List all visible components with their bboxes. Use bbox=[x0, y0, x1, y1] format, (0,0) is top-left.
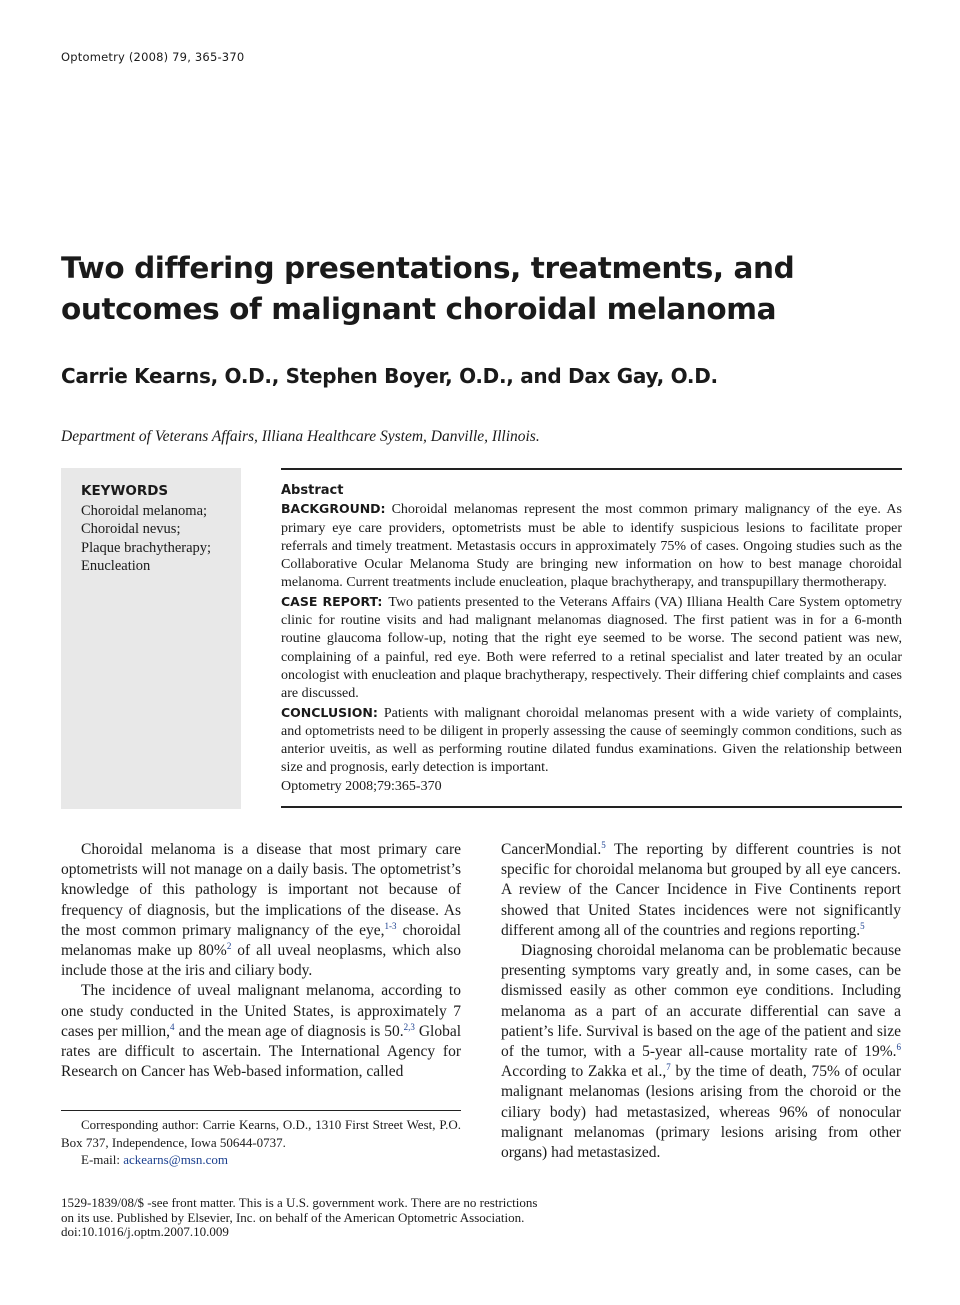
text-run: The reporting by different countries is not specific for choroidal melanoma but grouped by all eye cancers. A review of the Cancer Incidence in Five Continents report showed that United States incidences were not significantly different among all of the countries and regions reporting. bbox=[501, 841, 901, 939]
body-paragraph bbox=[61, 981, 461, 1082]
text-run: of all uveal neoplasms, which also include those at the iris and ciliary body. bbox=[61, 942, 461, 980]
conclusion-text: Patients with malignant choroidal melanomas present with a wide variety of complaints, and optometrists need to be diligent in properly assessing the cause of seemingly common conditions, such as anterior uveitis, as well as performing routine dilated fundus examinations. Given the relationship between size and prognosis, early detection is important. bbox=[281, 705, 902, 776]
text-run: choroidal melanomas make up 80% bbox=[61, 921, 461, 960]
abstract-citation: Optometry 2008;79:365-370 bbox=[281, 778, 442, 794]
abstract-top-rule bbox=[281, 468, 902, 470]
text-run: Diagnosing choroidal melanoma can be problematic because presenting symptoms vary greatly and, in some cases, can be dismissed easily as other common eye conditions. Including melanoma as a part of an accurate differential can save a patient’s life. Survival is based on the age of the patient and size of the tumor, with a 5-year all-cause mortality rate of 19%. bbox=[501, 942, 901, 1061]
corresponding-author: Corresponding author: Carrie Kearns, O.D., 1310 First Street West, P.O. Box 737, Independence, Iowa 50644-0737. bbox=[61, 1117, 461, 1150]
reference-link[interactable]: 7 bbox=[666, 1062, 671, 1073]
keywords-list bbox=[81, 502, 211, 575]
email-link[interactable]: ackearns@msn.com bbox=[123, 1152, 228, 1167]
text-run: and the mean age of diagnosis is 50. bbox=[174, 1022, 404, 1040]
corresponding-footnote bbox=[61, 1116, 461, 1169]
email-label: E-mail: bbox=[81, 1152, 124, 1167]
conclusion-label: CONCLUSION: bbox=[281, 704, 378, 720]
copyright-line: 1529-1839/08/$ -see front matter. This is a U.S. government work. There are no restrictions bbox=[61, 1195, 538, 1210]
keyword-item: Plaque brachytherapy; bbox=[81, 539, 212, 556]
text-run: by the time of death, 75% of ocular malignant melanomas (lesions arising from the choroid or the ciliary body) had metastasized, whereas 96% of nonocular malignant melanomas (primary lesions arising from other organs) had metastasized. bbox=[501, 1063, 902, 1162]
reference-link[interactable]: 5 bbox=[860, 920, 865, 931]
background-text: Choroidal melanomas represent the most common primary malignancy of the eye. As primary eye care providers, optometrists must be able to identify suspicious lesions to facilitate proper referrals and timely treatment. Metastasis occurs in approximately 75% of cases. Ongoing studies such as the Collaborative Ocular Melanoma Study are bringing new information on how to best manage choroidal melanoma. Current treatments include enucleation, plaque brachytherapy, and transpupillary thermotherapy. bbox=[281, 502, 902, 591]
doi: doi:10.1016/j.optm.2007.10.009 bbox=[61, 1224, 229, 1239]
article-title: Two differing presentations, treatments, and outcomes of malignant choroidal melanoma bbox=[61, 251, 795, 326]
abstract-heading: Abstract bbox=[281, 483, 344, 498]
body-paragraph bbox=[501, 840, 901, 941]
text-run: According to Zakka et al., bbox=[501, 1063, 667, 1081]
reference-link[interactable]: 4 bbox=[170, 1021, 175, 1032]
abstract bbox=[281, 482, 902, 796]
copyright-line: on its use. Published by Elsevier, Inc. on behalf of the American Optometric Association. bbox=[61, 1209, 525, 1225]
case-report-label: CASE REPORT: bbox=[281, 593, 383, 609]
abstract-conclusion bbox=[281, 704, 902, 778]
keyword-item: Choroidal melanoma; bbox=[81, 503, 208, 519]
reference-link[interactable]: 5 bbox=[601, 839, 606, 850]
background-label: BACKGROUND: bbox=[281, 501, 386, 517]
affiliation: Department of Veterans Affairs, Illiana Healthcare System, Danville, Illinois. bbox=[61, 428, 540, 445]
body-column-left bbox=[61, 840, 461, 1082]
text-run: Choroidal melanoma is a disease that most primary care optometrists will not manage on a daily basis. The optometrist’s knowledge of this pathology is important not because of frequency of diagnosis, but the implications of the disease. As the most common primary malignancy of the eye, bbox=[61, 841, 461, 939]
case-report-text: Two patients presented to the Veterans Affairs (VA) Illiana Health Care System optometry clinic for routine visits and had malignant melanomas diagnosed. The first patient was in for a 6-month routine glaucoma follow-up, noting that the right eye seemed to be worse. The second patient was new, complaining of a painful, red eye. Both were referred to a retinal specialist and later treated by an ocular oncologist with enucleation and plaque brachytherapy, respectively. Their differing chief complaints and cases are discussed. bbox=[281, 594, 902, 702]
email-line bbox=[61, 1151, 461, 1169]
abstract-background bbox=[281, 500, 902, 592]
reference-link[interactable]: 2 bbox=[226, 940, 232, 951]
author-list: Carrie Kearns, O.D., Stephen Boyer, O.D., and Dax Gay, O.D. bbox=[61, 364, 718, 388]
reference-link[interactable]: 6 bbox=[896, 1041, 901, 1052]
keywords-box bbox=[61, 468, 241, 809]
reference-link[interactable]: 2,3 bbox=[403, 1021, 415, 1032]
copyright-note bbox=[61, 1196, 581, 1240]
keyword-item: Choroidal nevus; bbox=[81, 521, 181, 538]
body-paragraph bbox=[501, 941, 901, 1163]
text-run: The incidence of uveal malignant melanoma, according to one study conducted in the United States, is approximately 7 cases per million, bbox=[61, 982, 461, 1040]
text-run: Global rates are difficult to ascertain. The International Agency for Research on Cancer has Web-based information, called bbox=[61, 1022, 461, 1081]
body-paragraph bbox=[61, 840, 461, 981]
abstract-case-report bbox=[281, 593, 902, 704]
keywords-heading: KEYWORDS bbox=[81, 483, 169, 499]
text-run: CancerMondial. bbox=[501, 841, 602, 858]
reference-link[interactable]: 1-3 bbox=[384, 920, 397, 931]
keyword-item: Enucleation bbox=[81, 557, 151, 574]
body-column-right bbox=[501, 840, 901, 1163]
footnote-rule bbox=[61, 1110, 461, 1111]
abstract-bottom-rule bbox=[281, 806, 902, 808]
running-head: Optometry (2008) 79, 365-370 bbox=[61, 50, 245, 64]
